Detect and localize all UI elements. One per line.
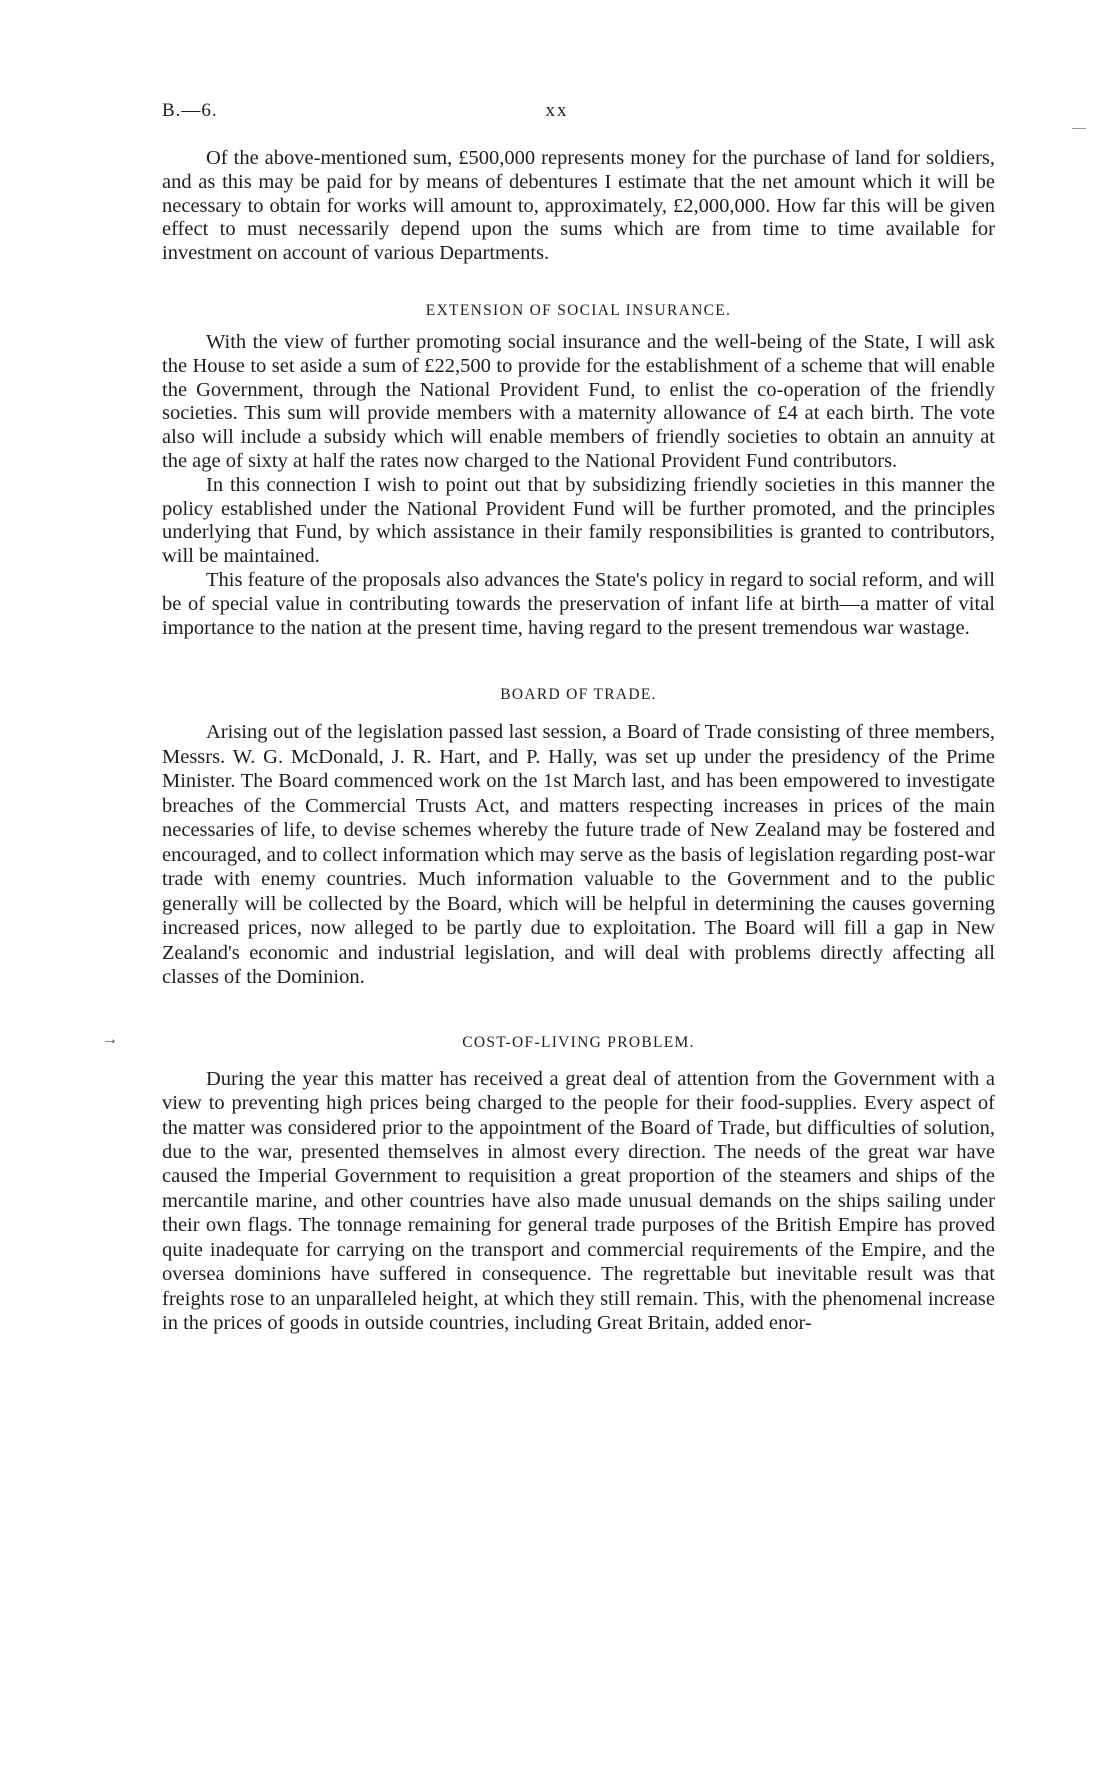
board-of-trade-heading: BOARD OF TRADE.	[500, 686, 657, 704]
cost-paragraph: During the year this matter has received a great deal of attention from the Government with a view to preventing high prices being charged to the people for their food-supplies. Every aspect of the matter was considered prior to the appointment of the Board of Trade, but difficulties of solution, due to the war, presented themselves in almost every direction. The needs of the great war have caused the Imperial Government to requisition a great proportion of the steamers and ships of the mercantile marine, and other countries have also made unusual demands on the ships sailing under their own flags. The tonnage remaining for general trade purposes of the British Empire has proved quite inadequate for carrying on the transport and commercial requirements of the Empire, and the oversea dominions have suffered in consequence. The regrettable but inevitable result was that freights rose to an unparalleled height, at which they still remain. This, with the phenomenal increase in the prices of goods in outside countries, including Great Britain, added enor-	[162, 1067, 995, 1334]
document-reference: B.—6.	[162, 100, 218, 121]
page-header	[0, 100, 1114, 124]
board-paragraph: Arising out of the legislation passed last session, a Board of Trade consisting of three members, Messrs. W. G. McDonald, J. R. Hart, and P. Hally, was set up under the presidency of the Prime Minister. The Board commenced work on the 1st March last, and has been empowered to investigate breaches of the Commercial Trusts Act, and matters respecting increases in prices of the main necessaries of life, to devise schemes whereby the future trade of New Zealand may be fostered and encouraged, and to collect information which may serve as the basis of legislation regarding post-war trade with enemy countries. Much information valuable to the Government and to the public generally will be collected by the Board, which will be helpful in determining the causes governing increased prices, now alleged to be partly due to exploitation. The Board will fill a gap in New Zealand's economic and industrial legislation, and will deal with problems directly affecting all classes of the Dominion.	[162, 721, 995, 989]
cost-of-living-heading: COST-OF-LIVING PROBLEM.	[462, 1033, 695, 1051]
section-social-insurance	[162, 301, 995, 640]
social-paragraph: This feature of the proposals also advances the State's policy in regard to social reform, and will be of special value in contributing towards the preservation of infant life at birth—a matter of vital importance to the nation at the present time, having regard to the present tremendous war wastage.	[162, 568, 995, 639]
page-number: xx	[545, 100, 569, 121]
section-board-of-trade	[162, 685, 995, 990]
social-paragraph: In this connection I wish to point out that by subsidizing friendly societies in this manner the policy established under the National Provident Fund will be further promoted, and the principles underlying that Fund, by which assistance in their family responsibilities is granted to contributors, will be maintained.	[162, 473, 995, 568]
page-body	[162, 147, 995, 1335]
section-cost-of-living	[162, 1033, 995, 1335]
margin-mark	[1072, 128, 1086, 129]
intro-paragraph: Of the above-mentioned sum, £500,000 represents money for the purchase of land for soldiers, and as this may be paid for by means of debentures I estimate that the net amount which it will be necessary to obtain for works will amount to, approximately, £2,000,000. How far this will be given effect to must necessarily depend upon the sums which are from time to time available for investment on account of various Departments.	[162, 147, 995, 265]
margin-pointer-mark: →	[102, 1031, 118, 1048]
social-insurance-heading: EXTENSION OF SOCIAL INSURANCE.	[425, 301, 732, 319]
social-paragraph: With the view of further promoting social insurance and the well-being of the State, I will ask the House to set aside a sum of £22,500 to provide for the establishment of a scheme that will enable the Government, through the National Provident Fund, to enlist the co-operation of the friendly societies. This sum will provide members with a maternity allowance of £4 at each birth. The vote also will include a subsidy which will enable members of friendly societies to obtain an annuity at the age of sixty at half the rates now charged to the National Provident Fund contributors.	[162, 330, 995, 472]
